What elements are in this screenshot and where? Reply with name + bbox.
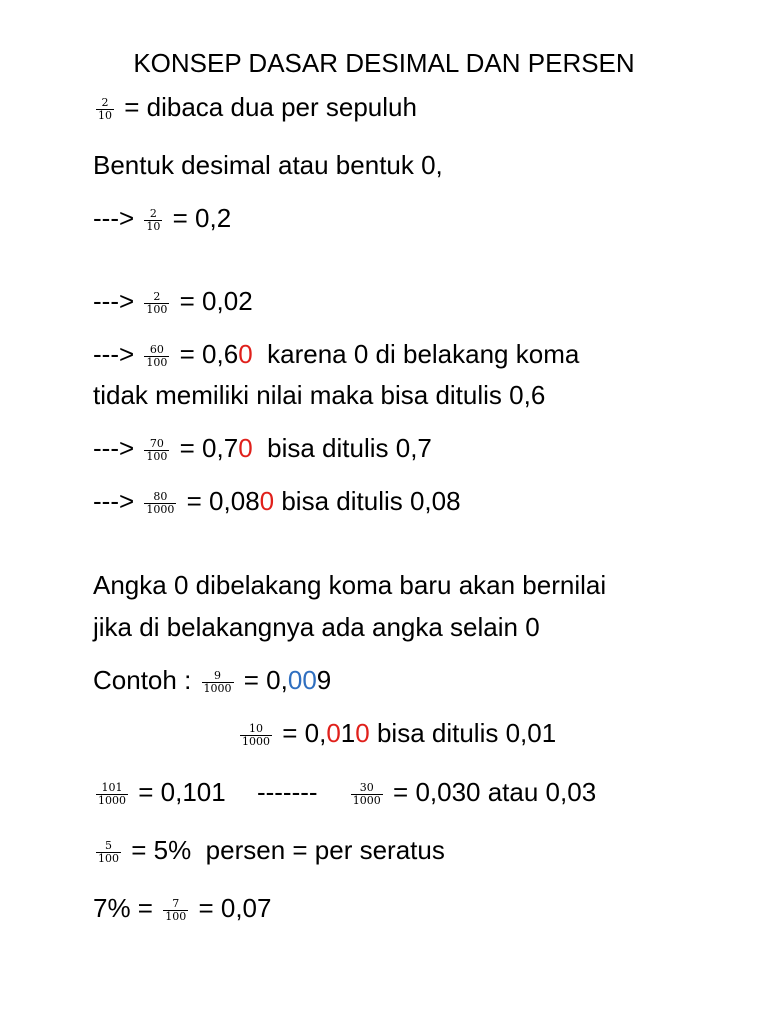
highlighted-zero: 0	[238, 433, 253, 463]
denominator: 100	[165, 909, 187, 923]
arrow-marker: --->	[93, 433, 135, 463]
denominator: 100	[146, 302, 168, 316]
line-decimal-form: Bentuk desimal atau bentuk 0,	[93, 150, 443, 180]
line-text: 7% =	[93, 893, 153, 923]
denominator: 1000	[242, 734, 270, 748]
fraction	[240, 723, 272, 748]
line-text: = 0,08	[186, 486, 260, 516]
line-text: = dibaca dua per sepuluh	[124, 92, 417, 122]
numerator: 101	[101, 780, 123, 794]
line-rule: Angka 0 dibelakang koma baru akan bernilai	[93, 570, 607, 600]
example-row	[93, 433, 432, 463]
numerator: 10	[249, 721, 263, 735]
example-row	[93, 286, 253, 316]
arrow-marker: --->	[93, 286, 135, 316]
line-text: = 0,	[282, 718, 327, 748]
example-row	[93, 203, 231, 233]
numerator: 70	[149, 436, 164, 450]
fraction	[96, 97, 114, 122]
line-text: = 5% persen = per seratus	[131, 835, 445, 865]
denominator: 10	[146, 219, 161, 233]
line-text: 1	[340, 718, 356, 748]
highlighted-zeros: 00	[287, 665, 317, 695]
numerator: 5	[105, 838, 112, 852]
example-row	[93, 665, 331, 695]
numerator: 60	[149, 342, 164, 356]
line-text: 9	[316, 665, 332, 695]
highlighted-zero: 0	[238, 339, 253, 369]
arrow-marker: --->	[93, 203, 135, 233]
denominator: 100	[146, 355, 168, 369]
line-text: = 0,	[243, 665, 288, 695]
denominator: 100	[146, 449, 168, 463]
fraction	[144, 491, 176, 516]
line-text: = 0,02	[179, 286, 253, 316]
numerator: 30	[359, 780, 374, 794]
line-text: = 0,101	[138, 777, 226, 807]
page-title: KONSEP DASAR DESIMAL DAN PERSEN	[133, 48, 635, 78]
denominator: 1000	[203, 681, 232, 695]
separator-dashes: -------	[256, 777, 318, 807]
example-row	[93, 777, 596, 807]
fraction	[96, 840, 121, 865]
arrow-marker: --->	[93, 339, 135, 369]
fraction	[144, 344, 169, 369]
example-label: Contoh :	[93, 665, 192, 695]
line-text: = 0,2	[172, 203, 232, 233]
denominator: 1000	[352, 793, 381, 807]
denominator: 100	[98, 851, 119, 865]
numerator: 2	[101, 95, 109, 109]
line-continuation: tidak memiliki nilai maka bisa ditulis 0,6	[93, 380, 546, 410]
line-text: karena 0 di belakang koma	[252, 339, 580, 369]
example-row	[237, 718, 556, 748]
fraction	[163, 898, 188, 923]
denominator: 1000	[98, 793, 126, 807]
numerator: 7	[172, 896, 180, 910]
line-text: = 0,030 atau 0,03	[393, 777, 597, 807]
line-definition	[93, 92, 417, 122]
numerator: 80	[153, 489, 168, 503]
fraction	[144, 438, 169, 463]
fraction	[144, 291, 169, 316]
fraction	[144, 208, 162, 233]
line-text: bisa ditulis 0,08	[274, 486, 461, 516]
line-text: bisa ditulis 0,01	[369, 718, 557, 748]
fraction	[96, 782, 128, 807]
denominator: 10	[98, 108, 112, 122]
example-row	[93, 893, 271, 923]
line-rule: jika di belakangnya ada angka selain 0	[93, 612, 540, 642]
line-text: = 0,07	[198, 893, 272, 923]
fraction	[351, 782, 383, 807]
numerator: 2	[149, 206, 157, 220]
arrow-marker: --->	[93, 486, 135, 516]
highlighted-zero: 0	[326, 718, 341, 748]
fraction	[202, 670, 234, 695]
example-row	[93, 339, 579, 369]
numerator: 2	[153, 289, 161, 303]
example-row	[93, 486, 461, 516]
line-text: bisa ditulis 0,7	[252, 433, 432, 463]
denominator: 1000	[146, 502, 175, 516]
highlighted-zero: 0	[259, 486, 275, 516]
highlighted-zero: 0	[355, 718, 370, 748]
example-row	[93, 835, 445, 865]
numerator: 9	[214, 668, 222, 682]
line-text: = 0,7	[179, 433, 239, 463]
line-text: = 0,6	[179, 339, 239, 369]
